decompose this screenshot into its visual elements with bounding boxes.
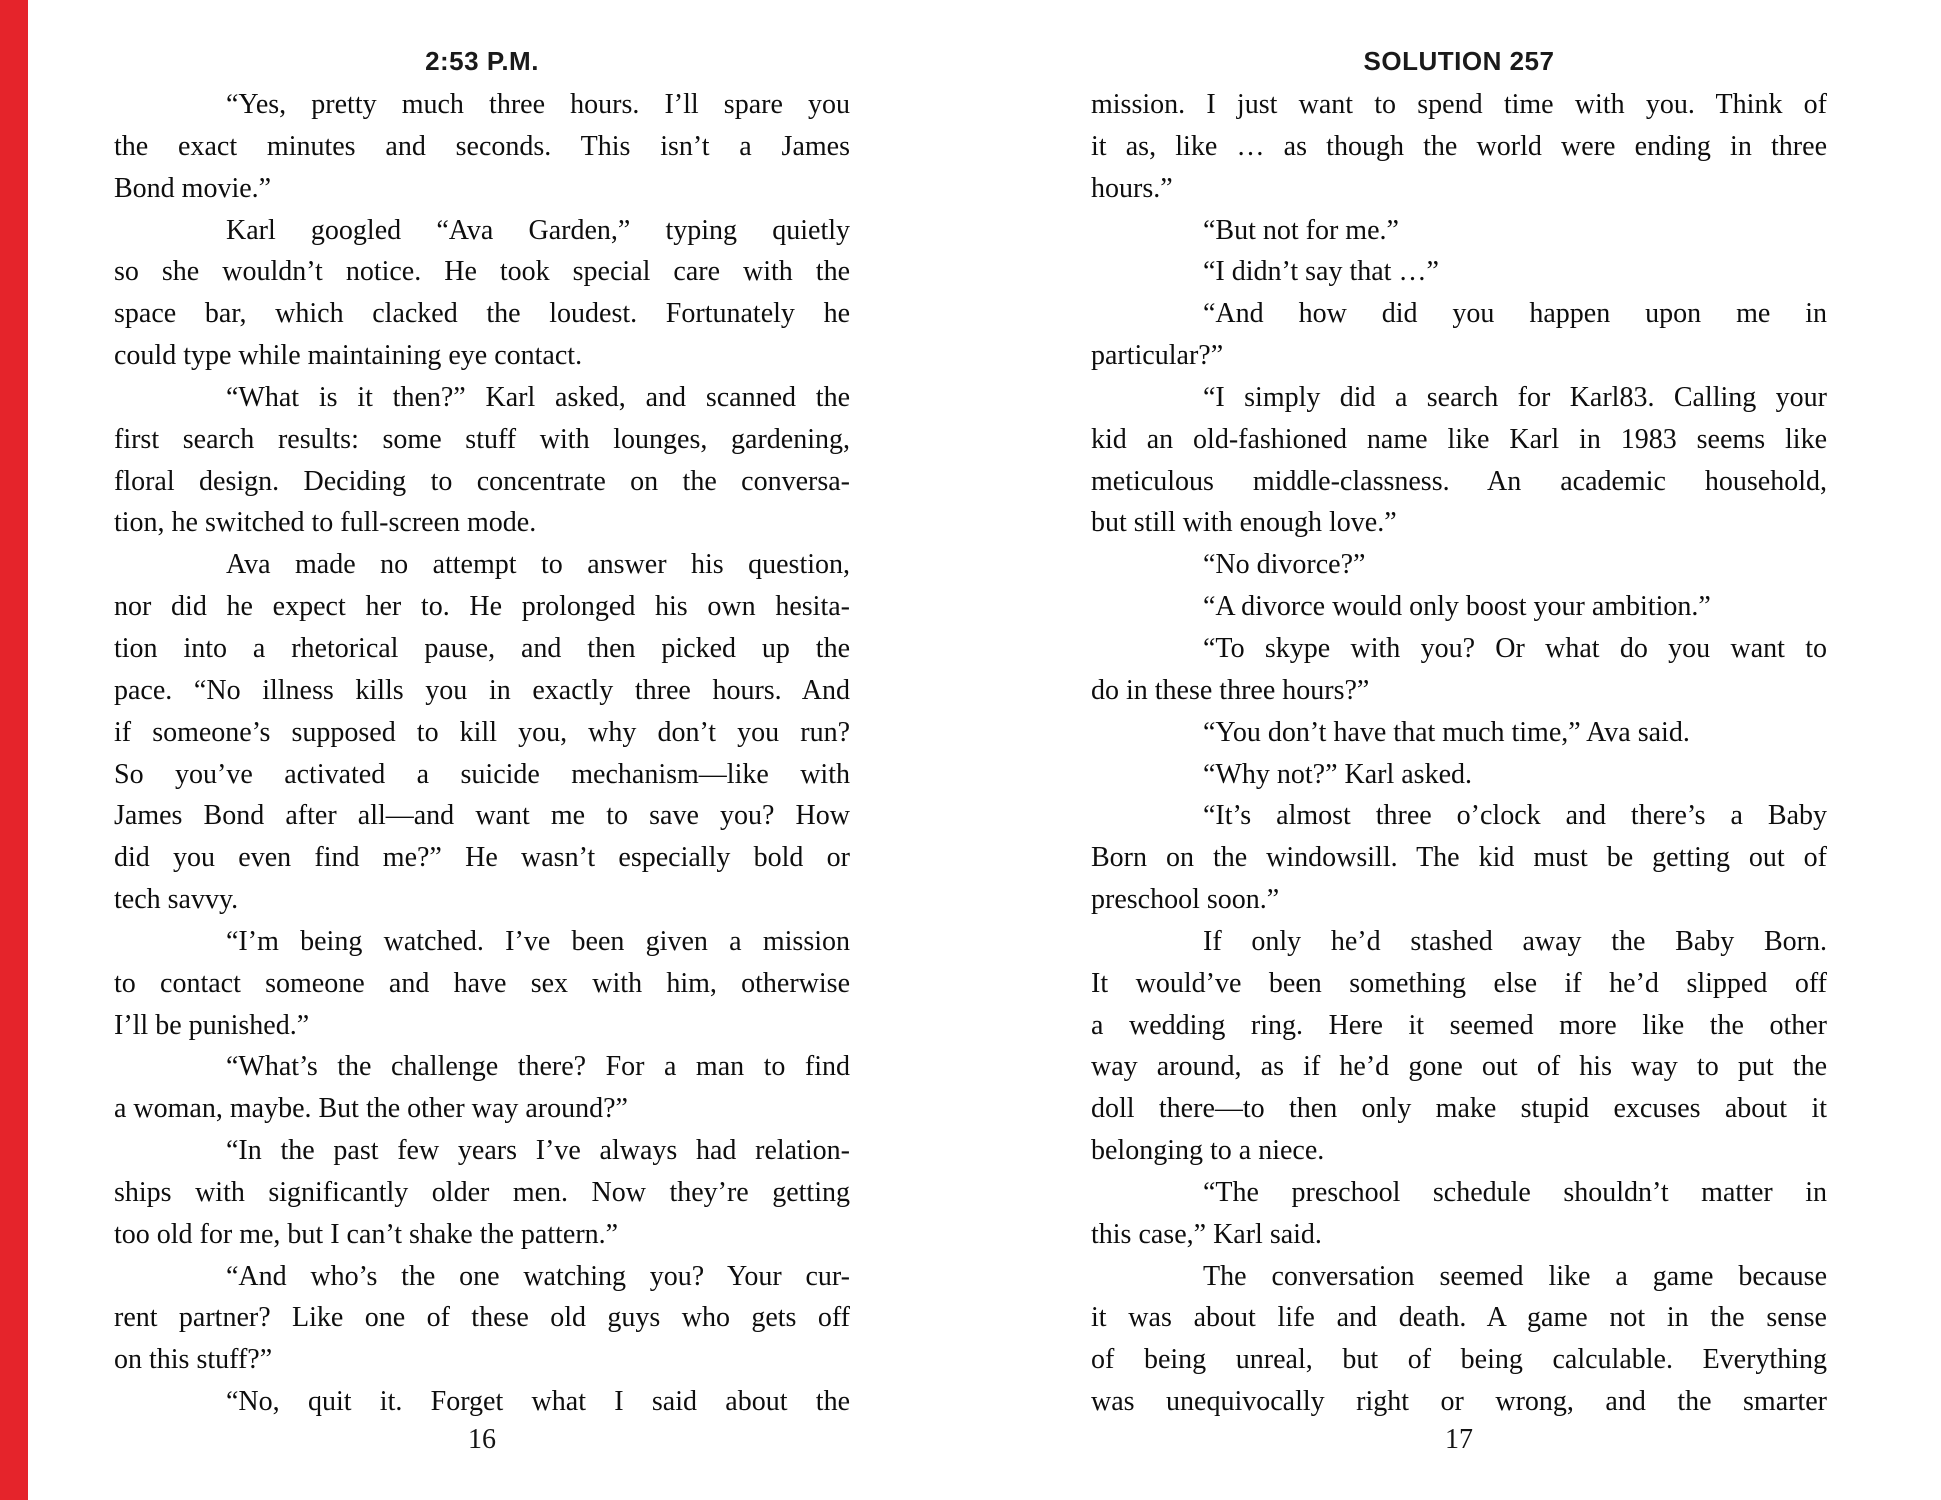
text-line: belonging to a niece. — [1091, 1135, 1325, 1167]
text-line: do in these three hours?” — [1091, 674, 1370, 706]
text-line: Ava made no attempt to answer his question, — [226, 549, 850, 581]
text-line: tech savvy. — [114, 884, 239, 916]
text-line: kid an old-fashioned name like Karl in 1983 seems like — [1091, 423, 1827, 455]
text-line: rent partner? Like one of these old guys who gets off — [114, 1302, 850, 1334]
text-line: “What’s the challenge there? For a man to find — [226, 1051, 850, 1083]
page-body-right — [1091, 84, 1827, 1423]
text-line: So you’ve activated a suicide mechanism—like with — [114, 758, 850, 790]
text-line: this case,” Karl said. — [1091, 1218, 1322, 1250]
text-line: Bond movie.” — [114, 172, 272, 204]
text-line: “It’s almost three o’clock and there’s a Baby — [1203, 800, 1827, 832]
text-line: “I simply did a search for Karl83. Calling your — [1203, 381, 1827, 413]
text-line: “You don’t have that much time,” Ava said. — [1203, 716, 1690, 748]
text-line: floral design. Deciding to concentrate on the conversa- — [114, 465, 850, 497]
text-line: “But not for me.” — [1203, 214, 1399, 246]
text-line: “I’m being watched. I’ve been given a mission — [226, 925, 850, 957]
text-line: “No divorce?” — [1203, 549, 1366, 581]
text-line: it was about life and death. A game not in the sense — [1091, 1302, 1827, 1334]
page-left — [114, 0, 850, 1500]
text-line: Born on the windowsill. The kid must be getting out of — [1091, 842, 1827, 874]
text-line: on this stuff?” — [114, 1344, 273, 1376]
text-line: pace. “No illness kills you in exactly three hours. And — [114, 674, 850, 706]
text-line: too old for me, but I can’t shake the pattern.” — [114, 1218, 619, 1250]
text-line: “To skype with you? Or what do you want to — [1203, 632, 1827, 664]
red-edge-accent — [0, 0, 28, 1500]
text-line: “In the past few years I’ve always had relation- — [226, 1135, 850, 1167]
text-line: mission. I just want to spend time with you. Think of — [1091, 89, 1827, 120]
text-line: first search results: some stuff with lounges, gardening, — [114, 423, 850, 455]
text-line: “No, quit it. Forget what I said about the — [226, 1386, 850, 1418]
page-number-left: 16 — [468, 1424, 496, 1455]
text-line: I’ll be punished.” — [114, 1009, 310, 1041]
text-line: meticulous middle-classness. An academic household, — [1091, 465, 1827, 497]
text-line: Karl googled “Ava Garden,” typing quietly — [226, 214, 850, 246]
text-line: tion into a rhetorical pause, and then picked up the — [114, 632, 850, 664]
text-line: “The preschool schedule shouldn’t matter in — [1203, 1176, 1827, 1208]
text-line: The conversation seemed like a game because — [1203, 1260, 1827, 1292]
text-line: preschool soon.” — [1091, 884, 1280, 916]
page-right — [1091, 0, 1827, 1500]
text-line: if someone’s supposed to kill you, why don’t you run? — [114, 716, 850, 748]
text-line: ships with significantly older men. Now they’re getting — [114, 1176, 850, 1208]
text-line: space bar, which clacked the loudest. Fortunately he — [114, 298, 850, 330]
text-line: James Bond after all—and want me to save you? How — [114, 800, 850, 832]
page-number-right: 17 — [1445, 1424, 1473, 1455]
text-line: “I didn’t say that …” — [1203, 256, 1439, 288]
text-line: hours.” — [1091, 172, 1173, 204]
text-line: nor did he expect her to. He prolonged his own hesita- — [114, 591, 850, 623]
text-line: could type while maintaining eye contact. — [114, 340, 583, 372]
text-line: “And who’s the one watching you? Your cur- — [226, 1260, 850, 1292]
text-line: “Why not?” Karl asked. — [1203, 758, 1472, 790]
text-line: “What is it then?” Karl asked, and scanned the — [226, 381, 850, 413]
text-line: particular?” — [1091, 340, 1224, 372]
running-header-solution: SOLUTION 257 — [1363, 46, 1555, 76]
running-header-time: 2:53 P.M. — [425, 46, 539, 76]
text-line: was unequivocally right or wrong, and the smarter — [1091, 1386, 1827, 1418]
text-line: doll there—to then only make stupid excuses about it — [1091, 1093, 1827, 1125]
text-line: way around, as if he’d gone out of his way to put the — [1091, 1051, 1827, 1083]
text-line: “A divorce would only boost your ambition.” — [1203, 591, 1711, 623]
text-line: to contact someone and have sex with him, otherwise — [114, 967, 850, 999]
text-line: of being unreal, but of being calculable. Everything — [1091, 1344, 1827, 1376]
text-line: It would’ve been something else if he’d slipped off — [1091, 967, 1827, 999]
text-line: If only he’d stashed away the Baby Born. — [1203, 925, 1827, 957]
page-body-left — [114, 84, 850, 1423]
text-line: “Yes, pretty much three hours. I’ll spare you — [226, 89, 850, 120]
text-line: the exact minutes and seconds. This isn’t a James — [114, 130, 850, 162]
text-line: a wedding ring. Here it seemed more like the other — [1091, 1009, 1827, 1041]
text-line: “And how did you happen upon me in — [1203, 298, 1827, 330]
text-line: a woman, maybe. But the other way around?” — [114, 1093, 628, 1125]
text-line: but still with enough love.” — [1091, 507, 1397, 539]
text-line: it as, like … as though the world were ending in three — [1091, 130, 1827, 162]
text-line: so she wouldn’t notice. He took special care with the — [114, 256, 850, 288]
text-line: did you even find me?” He wasn’t especially bold or — [114, 842, 850, 874]
text-line: tion, he switched to full-screen mode. — [114, 507, 537, 539]
